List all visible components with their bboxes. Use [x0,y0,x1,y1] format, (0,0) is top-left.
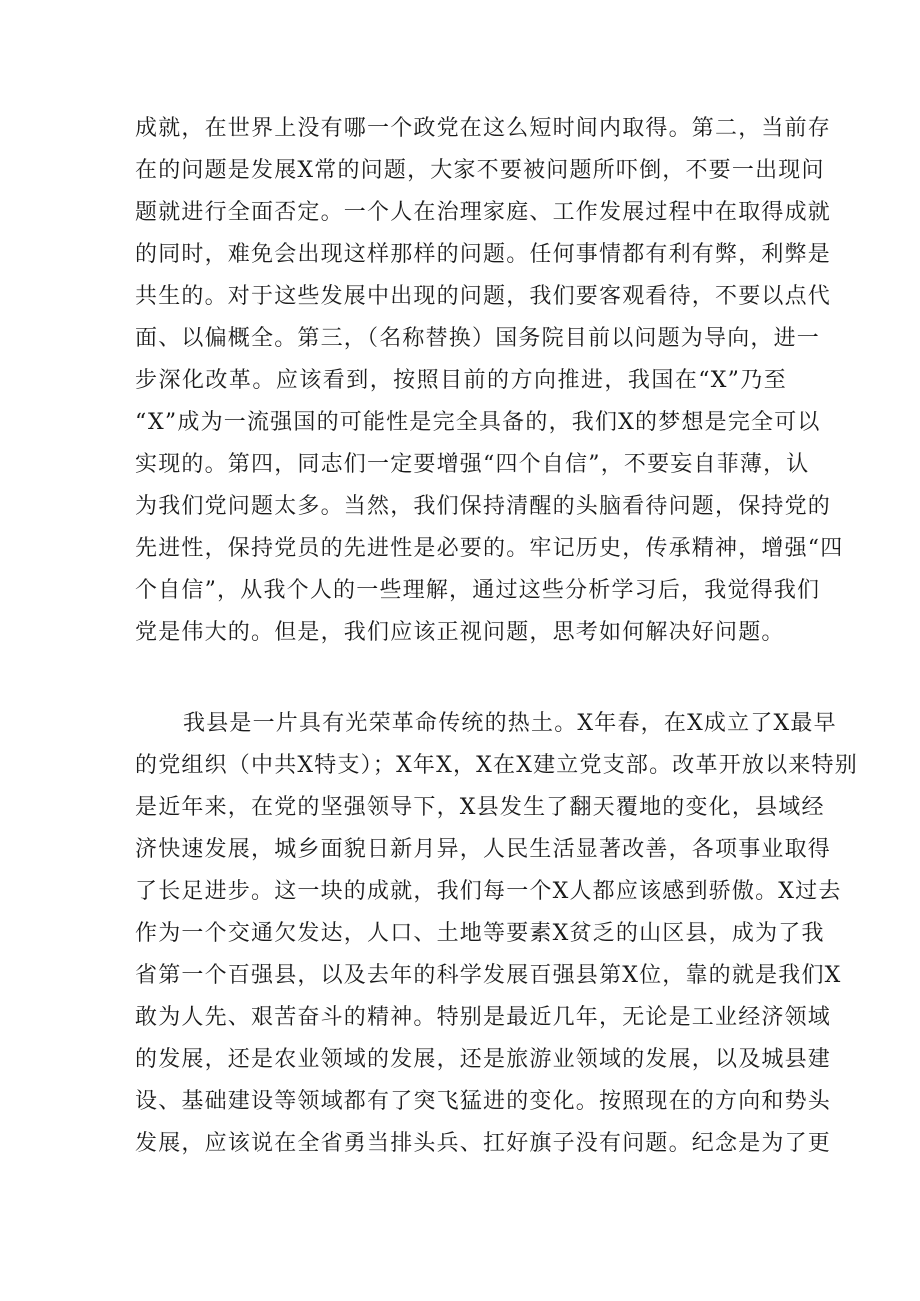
paragraph-line: 的党组织（中共X特支）；X年X，X在X建立党支部。改革开放以来特别 [135,753,858,778]
paragraph-line: “X”成为一流强国的可能性是完全具备的，我们X的梦想是完全可以 [135,410,821,435]
paragraph-line: 为我们党问题太多。当然，我们保持清醒的头脑看待问题，保持党的 [135,494,832,519]
paragraph-line: 的发展，还是农业领域的发展，还是旅游业领域的发展，以及城县建 [135,1047,832,1072]
paragraph-line: 我县是一片具有光荣革命传统的热土。X年春，在X成立了X最早 [183,711,837,736]
paragraph-line: 设、基础建设等领域都有了突飞猛进的变化。按照现在的方向和势头 [135,1089,832,1114]
paragraph-line: 面、以偏概全。第三，（名称替换）国务院目前以问题为导向，进一 [135,326,821,351]
paragraph-line: 个自信”，从我个人的一些理解，通过这些分析学习后，我觉得我们 [135,578,821,603]
paragraph-line: 实现的。第四，同志们一定要增强“四个自信”，不要妄自菲薄，认 [135,452,810,477]
paragraph-line: 在的问题是发展X常的问题，大家不要被问题所吓倒，不要一出现问 [135,158,825,183]
paragraph-line: 作为一个交通欠发达，人口、土地等要素X贫乏的山区县，成为了我 [135,921,825,946]
paragraph-1 [135,108,844,654]
paragraph-line: 是近年来，在党的坚强领导下，X县发生了翻天覆地的变化，县域经 [135,795,825,820]
paragraph-line: 先进性，保持党员的先进性是必要的。牢记历史，传承精神，增强“四 [135,536,844,561]
paragraph-line: 共生的。对于这些发展中出现的问题，我们要客观看待，不要以点代 [135,284,832,309]
paragraph-line: 济快速发展，城乡面貌日新月异，人民生活显著改善，各项事业取得 [135,837,832,862]
paragraph-2 [135,703,858,1165]
paragraph-line: 党是伟大的。但是，我们应该正视问题，思考如何解决好问题。 [135,620,785,645]
paragraph-line: 省第一个百强县，以及去年的科学发展百强县第X位，靠的就是我们X [135,963,842,988]
paragraph-line: 题就进行全面否定。一个人在治理家庭、工作发展过程中在取得成就 [135,200,832,225]
paragraph-line: 的同时，难免会出现这样那样的问题。任何事情都有利有弊，利弊是 [135,242,832,267]
paragraph-line: 敢为人先、艰苦奋斗的精神。特别是最近几年，无论是工业经济领域 [135,1005,832,1030]
paragraph-line: 了长足进步。这一块的成就，我们每一个X人都应该感到骄傲。X过去 [135,879,842,904]
paragraph-line: 发展，应该说在全省勇当排头兵、扛好旗子没有问题。纪念是为了更 [135,1131,832,1156]
paragraph-line: 步深化改革。应该看到，按照目前的方向推进，我国在“X”乃至 [135,368,787,393]
paragraph-line: 成就，在世界上没有哪一个政党在这么短时间内取得。第二，当前存 [135,116,832,141]
